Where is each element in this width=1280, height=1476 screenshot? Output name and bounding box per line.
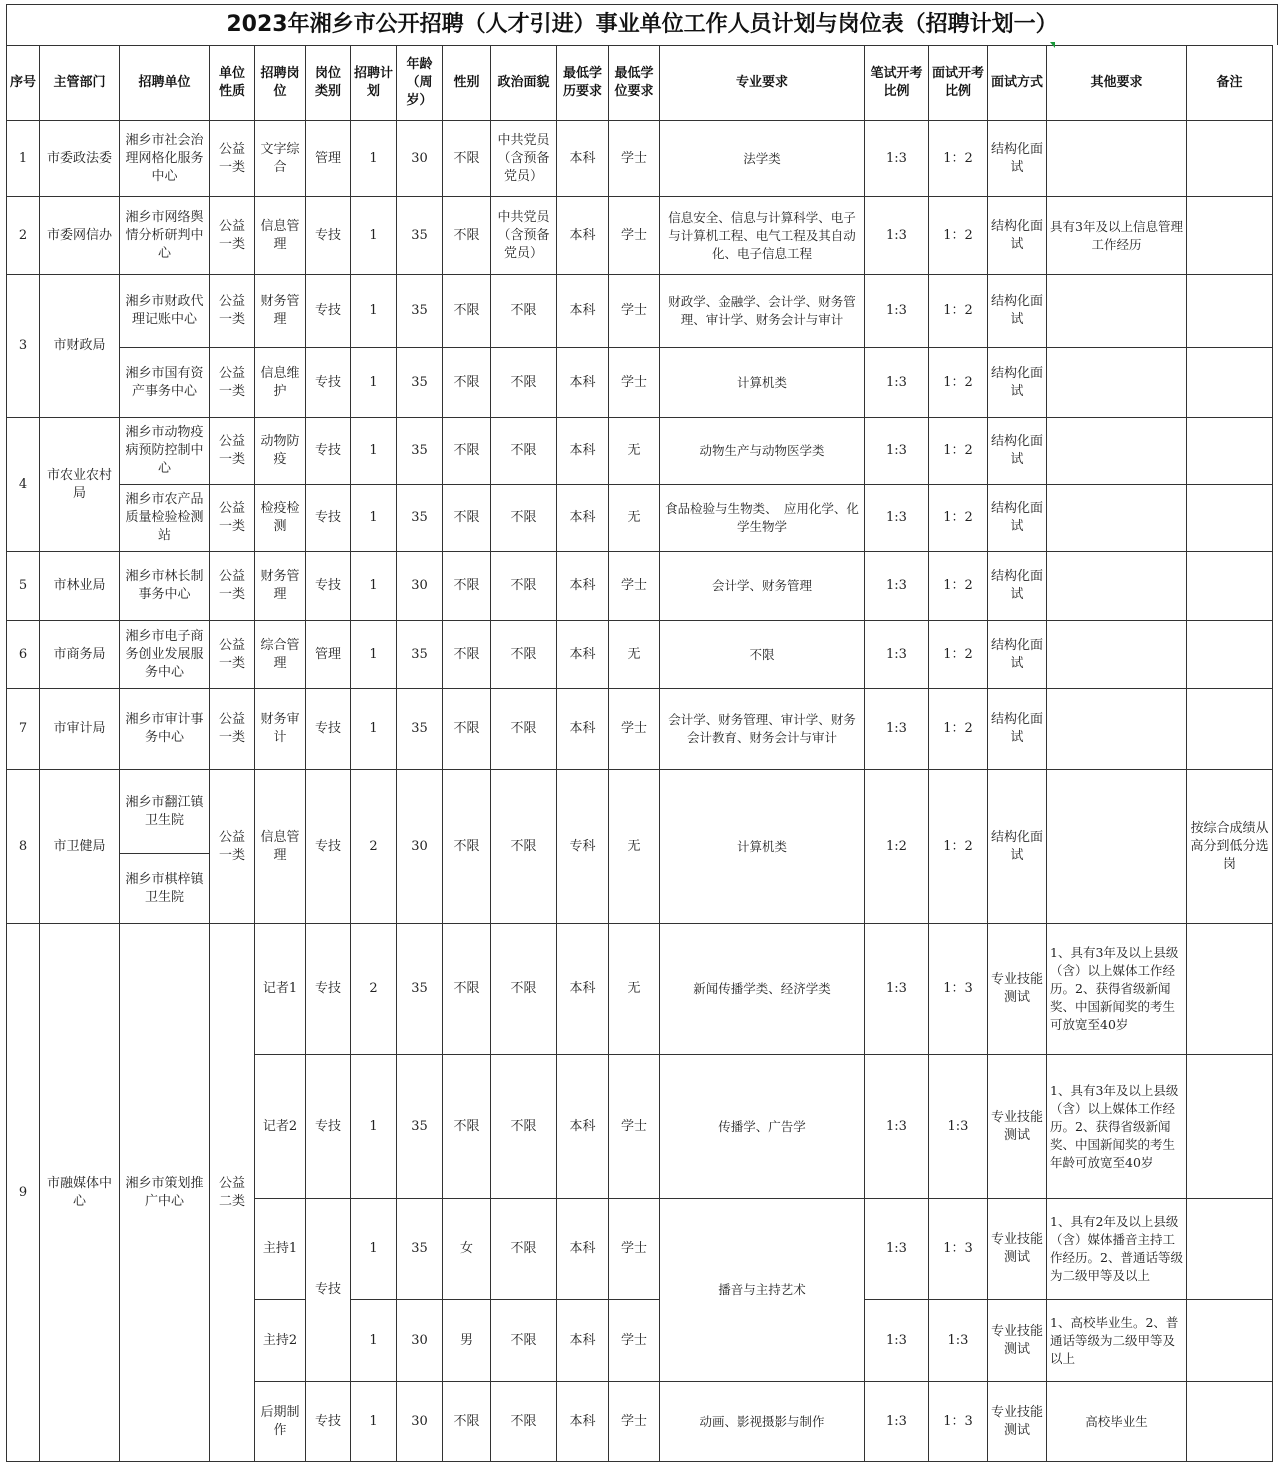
- cell-plan: 1: [351, 1382, 397, 1462]
- cell-category: 专技: [306, 689, 351, 770]
- cell-gender: 不限: [443, 348, 491, 418]
- cell-edu: 本科: [557, 924, 609, 1055]
- cell-degree: 学士: [609, 1300, 660, 1382]
- cell-plan: 1: [351, 485, 397, 552]
- cell-dept: 市农业农村局: [40, 418, 120, 552]
- cell-interview-mode: 专业技能测试: [988, 1382, 1047, 1462]
- cell-note: [1187, 552, 1273, 621]
- cell-interview-mode: 结构化面试: [988, 485, 1047, 552]
- cell-unit: 湘乡市审计事务中心: [120, 689, 210, 770]
- cell-major: 食品检验与生物类、 应用化学、化学生物学: [660, 485, 865, 552]
- cell-major: 信息安全、信息与计算科学、电子与计算机工程、电气工程及其自动化、电子信息工程: [660, 197, 865, 275]
- cell-major: 动物生产与动物医学类: [660, 418, 865, 485]
- cell-major: 新闻传播学类、经济学类: [660, 924, 865, 1055]
- cell-unit: 湘乡市农产品质量检验检测站: [120, 485, 210, 552]
- cell-dept: 市委政法委: [40, 121, 120, 197]
- cell-written: 1:3: [865, 348, 929, 418]
- cell-other: [1047, 689, 1187, 770]
- table-row: [7, 621, 1273, 689]
- cell-interview-mode: 专业技能测试: [988, 924, 1047, 1055]
- page-title: 2023年湘乡市公开招聘（人才引进）事业单位工作人员计划与岗位表（招聘计划一）: [6, 4, 1278, 45]
- cell-seq: 9: [7, 924, 40, 1462]
- cell-post: 后期制作: [255, 1382, 306, 1462]
- cell-interview-ratio: 1：3: [929, 1382, 988, 1462]
- cell-dept: 市商务局: [40, 621, 120, 689]
- cell-post: 信息管理: [255, 770, 306, 924]
- cell-degree: 学士: [609, 275, 660, 348]
- cell-degree: 无: [609, 485, 660, 552]
- cell-written: 1:3: [865, 1300, 929, 1382]
- cell-post: 信息管理: [255, 197, 306, 275]
- cell-degree: 学士: [609, 552, 660, 621]
- cell-unit: 湘乡市电子商务创业发展服务中心: [120, 621, 210, 689]
- cell-written: 1:3: [865, 418, 929, 485]
- header-dept: 主管部门: [40, 46, 120, 121]
- cell-edu: 本科: [557, 621, 609, 689]
- cell-note: [1187, 924, 1273, 1055]
- cell-plan: 1: [351, 1055, 397, 1199]
- cell-note: [1187, 1300, 1273, 1382]
- cell-marker: [1050, 42, 1055, 48]
- cell-political: 不限: [491, 1199, 557, 1300]
- table-row: [7, 348, 1273, 418]
- cell-age: 35: [397, 621, 443, 689]
- cell-note: [1187, 1199, 1273, 1300]
- cell-nature: 公益一类: [210, 770, 255, 924]
- cell-written: 1:3: [865, 121, 929, 197]
- table-row: [7, 485, 1273, 552]
- cell-dept: 市卫健局: [40, 770, 120, 924]
- cell-unit: 湘乡市动物疫病预防控制中心: [120, 418, 210, 485]
- header-degree: 最低学位要求: [609, 46, 660, 121]
- cell-interview-mode: 结构化面试: [988, 689, 1047, 770]
- cell-note: [1187, 1055, 1273, 1199]
- cell-interview-mode: 结构化面试: [988, 275, 1047, 348]
- cell-interview-ratio: 1：3: [929, 1199, 988, 1300]
- cell-age: 35: [397, 924, 443, 1055]
- cell-degree: 无: [609, 924, 660, 1055]
- cell-category: 专技: [306, 418, 351, 485]
- cell-unit: 湘乡市国有资产事务中心: [120, 348, 210, 418]
- cell-note: [1187, 197, 1273, 275]
- cell-gender: 不限: [443, 1055, 491, 1199]
- cell-gender: 男: [443, 1300, 491, 1382]
- cell-seq: 1: [7, 121, 40, 197]
- cell-major: 会计学、财务管理、审计学、财务会计教育、财务会计与审计: [660, 689, 865, 770]
- cell-note: [1187, 418, 1273, 485]
- cell-unit: 湘乡市棋梓镇卫生院: [120, 854, 210, 924]
- cell-seq: 5: [7, 552, 40, 621]
- cell-gender: 不限: [443, 552, 491, 621]
- cell-political: 不限: [491, 485, 557, 552]
- cell-written: 1:3: [865, 197, 929, 275]
- cell-gender: 不限: [443, 197, 491, 275]
- cell-major: 财政学、金融学、会计学、财务管理、审计学、财务会计与审计: [660, 275, 865, 348]
- header-written: 笔试开考比例: [865, 46, 929, 121]
- cell-plan: 1: [351, 197, 397, 275]
- cell-other: [1047, 552, 1187, 621]
- cell-political: 不限: [491, 275, 557, 348]
- cell-seq: 2: [7, 197, 40, 275]
- cell-political: 不限: [491, 418, 557, 485]
- cell-interview-mode: 专业技能测试: [988, 1300, 1047, 1382]
- header-category: 岗位类别: [306, 46, 351, 121]
- cell-age: 30: [397, 121, 443, 197]
- cell-written: 1:3: [865, 1055, 929, 1199]
- header-age: 年龄（周岁）: [397, 46, 443, 121]
- cell-interview-ratio: 1：2: [929, 689, 988, 770]
- cell-degree: 学士: [609, 1199, 660, 1300]
- cell-degree: 学士: [609, 1055, 660, 1199]
- cell-political: 不限: [491, 621, 557, 689]
- table-row: [7, 275, 1273, 348]
- table-row: [7, 418, 1273, 485]
- header-major: 专业要求: [660, 46, 865, 121]
- table-row: [7, 770, 1273, 854]
- cell-written: 1:3: [865, 275, 929, 348]
- cell-post: 综合管理: [255, 621, 306, 689]
- cell-unit: 湘乡市林长制事务中心: [120, 552, 210, 621]
- cell-category: 专技: [306, 924, 351, 1055]
- recruitment-table: [6, 45, 1273, 1462]
- cell-age: 35: [397, 348, 443, 418]
- cell-interview-mode: 结构化面试: [988, 770, 1047, 924]
- cell-plan: 1: [351, 689, 397, 770]
- table-row: [7, 924, 1273, 1055]
- cell-dept: 市融媒体中心: [40, 924, 120, 1462]
- cell-nature: 公益一类: [210, 621, 255, 689]
- cell-post: 记者1: [255, 924, 306, 1055]
- cell-degree: 学士: [609, 121, 660, 197]
- cell-category: 专技: [306, 197, 351, 275]
- cell-age: 30: [397, 1382, 443, 1462]
- cell-other: 1、具有2年及以上县级（含）媒体播音主持工作经历。2、普通话等级为二级甲等及以上: [1047, 1199, 1187, 1300]
- cell-written: 1:3: [865, 621, 929, 689]
- cell-interview-mode: 专业技能测试: [988, 1199, 1047, 1300]
- cell-plan: 1: [351, 275, 397, 348]
- header-post: 招聘岗位: [255, 46, 306, 121]
- header-edu: 最低学历要求: [557, 46, 609, 121]
- table-row: [7, 689, 1273, 770]
- cell-gender: 不限: [443, 275, 491, 348]
- cell-nature: 公益一类: [210, 348, 255, 418]
- table-row: [7, 197, 1273, 275]
- cell-plan: 1: [351, 121, 397, 197]
- cell-nature: 公益一类: [210, 689, 255, 770]
- cell-age: 35: [397, 275, 443, 348]
- header-row: [7, 46, 1273, 121]
- cell-age: 35: [397, 485, 443, 552]
- cell-nature: 公益一类: [210, 552, 255, 621]
- cell-seq: 7: [7, 689, 40, 770]
- cell-age: 35: [397, 1199, 443, 1300]
- cell-age: 30: [397, 1300, 443, 1382]
- header-other: 其他要求: [1047, 46, 1187, 121]
- cell-note: 按综合成绩从高分到低分选岗: [1187, 770, 1273, 924]
- header-interview-mode: 面试方式: [988, 46, 1047, 121]
- cell-political: 不限: [491, 689, 557, 770]
- cell-political: 不限: [491, 1055, 557, 1199]
- header-political: 政治面貌: [491, 46, 557, 121]
- header-gender: 性别: [443, 46, 491, 121]
- cell-category: 管理: [306, 121, 351, 197]
- cell-degree: 学士: [609, 197, 660, 275]
- cell-other: [1047, 418, 1187, 485]
- cell-nature: 公益一类: [210, 275, 255, 348]
- cell-interview-mode: 结构化面试: [988, 621, 1047, 689]
- cell-note: [1187, 348, 1273, 418]
- cell-interview-ratio: 1:3: [929, 1055, 988, 1199]
- cell-gender: 女: [443, 1199, 491, 1300]
- cell-political: 不限: [491, 924, 557, 1055]
- cell-interview-ratio: 1：2: [929, 275, 988, 348]
- cell-other: 1、高校毕业生。2、普通话等级为二级甲等及以上: [1047, 1300, 1187, 1382]
- cell-dept: 市委网信办: [40, 197, 120, 275]
- cell-interview-ratio: 1：3: [929, 924, 988, 1055]
- cell-degree: 无: [609, 621, 660, 689]
- cell-seq: 3: [7, 275, 40, 418]
- cell-written: 1:2: [865, 770, 929, 924]
- table-row: [7, 552, 1273, 621]
- cell-political: 不限: [491, 552, 557, 621]
- cell-other: [1047, 121, 1187, 197]
- cell-written: 1:3: [865, 485, 929, 552]
- cell-interview-mode: 专业技能测试: [988, 1055, 1047, 1199]
- cell-category: 专技: [306, 552, 351, 621]
- cell-written: 1:3: [865, 1382, 929, 1462]
- recruitment-table-container: [6, 4, 1278, 1462]
- cell-interview-ratio: 1：2: [929, 485, 988, 552]
- cell-plan: 2: [351, 924, 397, 1055]
- cell-interview-mode: 结构化面试: [988, 418, 1047, 485]
- cell-political: 中共党员（含预备党员）: [491, 197, 557, 275]
- cell-edu: 本科: [557, 552, 609, 621]
- cell-other: 高校毕业生: [1047, 1382, 1187, 1462]
- cell-interview-ratio: 1：2: [929, 621, 988, 689]
- cell-dept: 市林业局: [40, 552, 120, 621]
- cell-political: 不限: [491, 348, 557, 418]
- cell-age: 35: [397, 418, 443, 485]
- cell-other: 1、具有3年及以上县级（含）以上媒体工作经历。2、获得省级新闻奖、中国新闻奖的考生可放宽至40岁: [1047, 924, 1187, 1055]
- cell-post: 检疫检测: [255, 485, 306, 552]
- cell-seq: 4: [7, 418, 40, 552]
- cell-degree: 学士: [609, 348, 660, 418]
- cell-interview-mode: 结构化面试: [988, 197, 1047, 275]
- cell-post: 财务管理: [255, 552, 306, 621]
- cell-nature: 公益一类: [210, 485, 255, 552]
- cell-major: 计算机类: [660, 770, 865, 924]
- cell-plan: 1: [351, 418, 397, 485]
- cell-seq: 6: [7, 621, 40, 689]
- cell-note: [1187, 275, 1273, 348]
- header-plan: 招聘计划: [351, 46, 397, 121]
- cell-unit: 湘乡市社会治理网格化服务中心: [120, 121, 210, 197]
- cell-age: 35: [397, 197, 443, 275]
- cell-other: 1、具有3年及以上县级（含）以上媒体工作经历。2、获得省级新闻奖、中国新闻奖的考生年龄可放宽至40岁: [1047, 1055, 1187, 1199]
- cell-note: [1187, 621, 1273, 689]
- cell-interview-mode: 结构化面试: [988, 121, 1047, 197]
- cell-gender: 不限: [443, 621, 491, 689]
- cell-category: 专技: [306, 348, 351, 418]
- cell-gender: 不限: [443, 689, 491, 770]
- header-note: 备注: [1187, 46, 1273, 121]
- cell-plan: 1: [351, 621, 397, 689]
- cell-degree: 无: [609, 418, 660, 485]
- cell-plan: 2: [351, 770, 397, 924]
- cell-category: 专技: [306, 1382, 351, 1462]
- cell-nature: 公益一类: [210, 121, 255, 197]
- cell-post: 财务管理: [255, 275, 306, 348]
- cell-category: 专技: [306, 770, 351, 924]
- cell-post: 主持1: [255, 1199, 306, 1300]
- cell-interview-mode: 结构化面试: [988, 348, 1047, 418]
- cell-gender: 不限: [443, 1382, 491, 1462]
- cell-written: 1:3: [865, 552, 929, 621]
- cell-political: 不限: [491, 770, 557, 924]
- cell-other: [1047, 485, 1187, 552]
- cell-age: 35: [397, 689, 443, 770]
- cell-edu: 本科: [557, 1055, 609, 1199]
- cell-plan: 1: [351, 1199, 397, 1300]
- cell-interview-ratio: 1：2: [929, 197, 988, 275]
- cell-edu: 本科: [557, 1382, 609, 1462]
- cell-nature: 公益二类: [210, 924, 255, 1462]
- cell-plan: 1: [351, 552, 397, 621]
- cell-unit: 湘乡市翻江镇卫生院: [120, 770, 210, 854]
- cell-major: 计算机类: [660, 348, 865, 418]
- cell-other: [1047, 348, 1187, 418]
- cell-dept: 市财政局: [40, 275, 120, 418]
- cell-political: 不限: [491, 1382, 557, 1462]
- cell-major: 传播学、广告学: [660, 1055, 865, 1199]
- cell-edu: 本科: [557, 197, 609, 275]
- cell-category: 专技: [306, 1055, 351, 1199]
- cell-major: 会计学、财务管理: [660, 552, 865, 621]
- cell-age: 30: [397, 552, 443, 621]
- cell-edu: 本科: [557, 348, 609, 418]
- cell-unit: 湘乡市网络舆情分析研判中心: [120, 197, 210, 275]
- cell-other: [1047, 621, 1187, 689]
- cell-seq: 8: [7, 770, 40, 924]
- cell-edu: 本科: [557, 418, 609, 485]
- cell-edu: 本科: [557, 689, 609, 770]
- cell-major: 法学类: [660, 121, 865, 197]
- cell-gender: 不限: [443, 770, 491, 924]
- header-seq: 序号: [7, 46, 40, 121]
- cell-post: 记者2: [255, 1055, 306, 1199]
- header-interview-ratio: 面试开考比例: [929, 46, 988, 121]
- cell-note: [1187, 1382, 1273, 1462]
- cell-gender: 不限: [443, 418, 491, 485]
- cell-nature: 公益一类: [210, 418, 255, 485]
- cell-interview-ratio: 1：2: [929, 770, 988, 924]
- cell-interview-mode: 结构化面试: [988, 552, 1047, 621]
- cell-category: 专技: [306, 275, 351, 348]
- cell-nature: 公益一类: [210, 197, 255, 275]
- cell-dept: 市审计局: [40, 689, 120, 770]
- cell-category: 专技: [306, 485, 351, 552]
- cell-interview-ratio: 1：2: [929, 348, 988, 418]
- cell-note: [1187, 121, 1273, 197]
- cell-other: [1047, 770, 1187, 924]
- cell-political: 中共党员（含预备党员）: [491, 121, 557, 197]
- cell-written: 1:3: [865, 1199, 929, 1300]
- cell-edu: 本科: [557, 121, 609, 197]
- cell-written: 1:3: [865, 924, 929, 1055]
- cell-degree: 学士: [609, 1382, 660, 1462]
- cell-gender: 不限: [443, 485, 491, 552]
- cell-age: 30: [397, 770, 443, 924]
- header-unit: 招聘单位: [120, 46, 210, 121]
- cell-written: 1:3: [865, 689, 929, 770]
- cell-degree: 学士: [609, 689, 660, 770]
- cell-major: 不限: [660, 621, 865, 689]
- cell-other: [1047, 275, 1187, 348]
- cell-age: 35: [397, 1055, 443, 1199]
- cell-edu: 本科: [557, 1199, 609, 1300]
- cell-edu: 本科: [557, 1300, 609, 1382]
- cell-interview-ratio: 1：2: [929, 552, 988, 621]
- cell-unit: 湘乡市财政代理记账中心: [120, 275, 210, 348]
- cell-post: 动物防疫: [255, 418, 306, 485]
- cell-major: 动画、影视摄影与制作: [660, 1382, 865, 1462]
- cell-interview-ratio: 1：2: [929, 121, 988, 197]
- cell-degree: 无: [609, 770, 660, 924]
- cell-edu: 本科: [557, 275, 609, 348]
- cell-category: 专技: [306, 1199, 351, 1382]
- cell-gender: 不限: [443, 924, 491, 1055]
- header-nature: 单位性质: [210, 46, 255, 121]
- cell-post: 财务审计: [255, 689, 306, 770]
- cell-major: 播音与主持艺术: [660, 1199, 865, 1382]
- cell-unit: 湘乡市策划推广中心: [120, 924, 210, 1462]
- cell-post: 信息维护: [255, 348, 306, 418]
- cell-other: 具有3年及以上信息管理工作经历: [1047, 197, 1187, 275]
- cell-post: 文字综合: [255, 121, 306, 197]
- table-row: [7, 121, 1273, 197]
- cell-note: [1187, 485, 1273, 552]
- cell-edu: 本科: [557, 485, 609, 552]
- cell-plan: 1: [351, 1300, 397, 1382]
- cell-plan: 1: [351, 348, 397, 418]
- cell-gender: 不限: [443, 121, 491, 197]
- cell-interview-ratio: 1：2: [929, 418, 988, 485]
- cell-political: 不限: [491, 1300, 557, 1382]
- cell-note: [1187, 689, 1273, 770]
- cell-post: 主持2: [255, 1300, 306, 1382]
- cell-interview-ratio: 1:3: [929, 1300, 988, 1382]
- cell-edu: 专科: [557, 770, 609, 924]
- cell-category: 管理: [306, 621, 351, 689]
